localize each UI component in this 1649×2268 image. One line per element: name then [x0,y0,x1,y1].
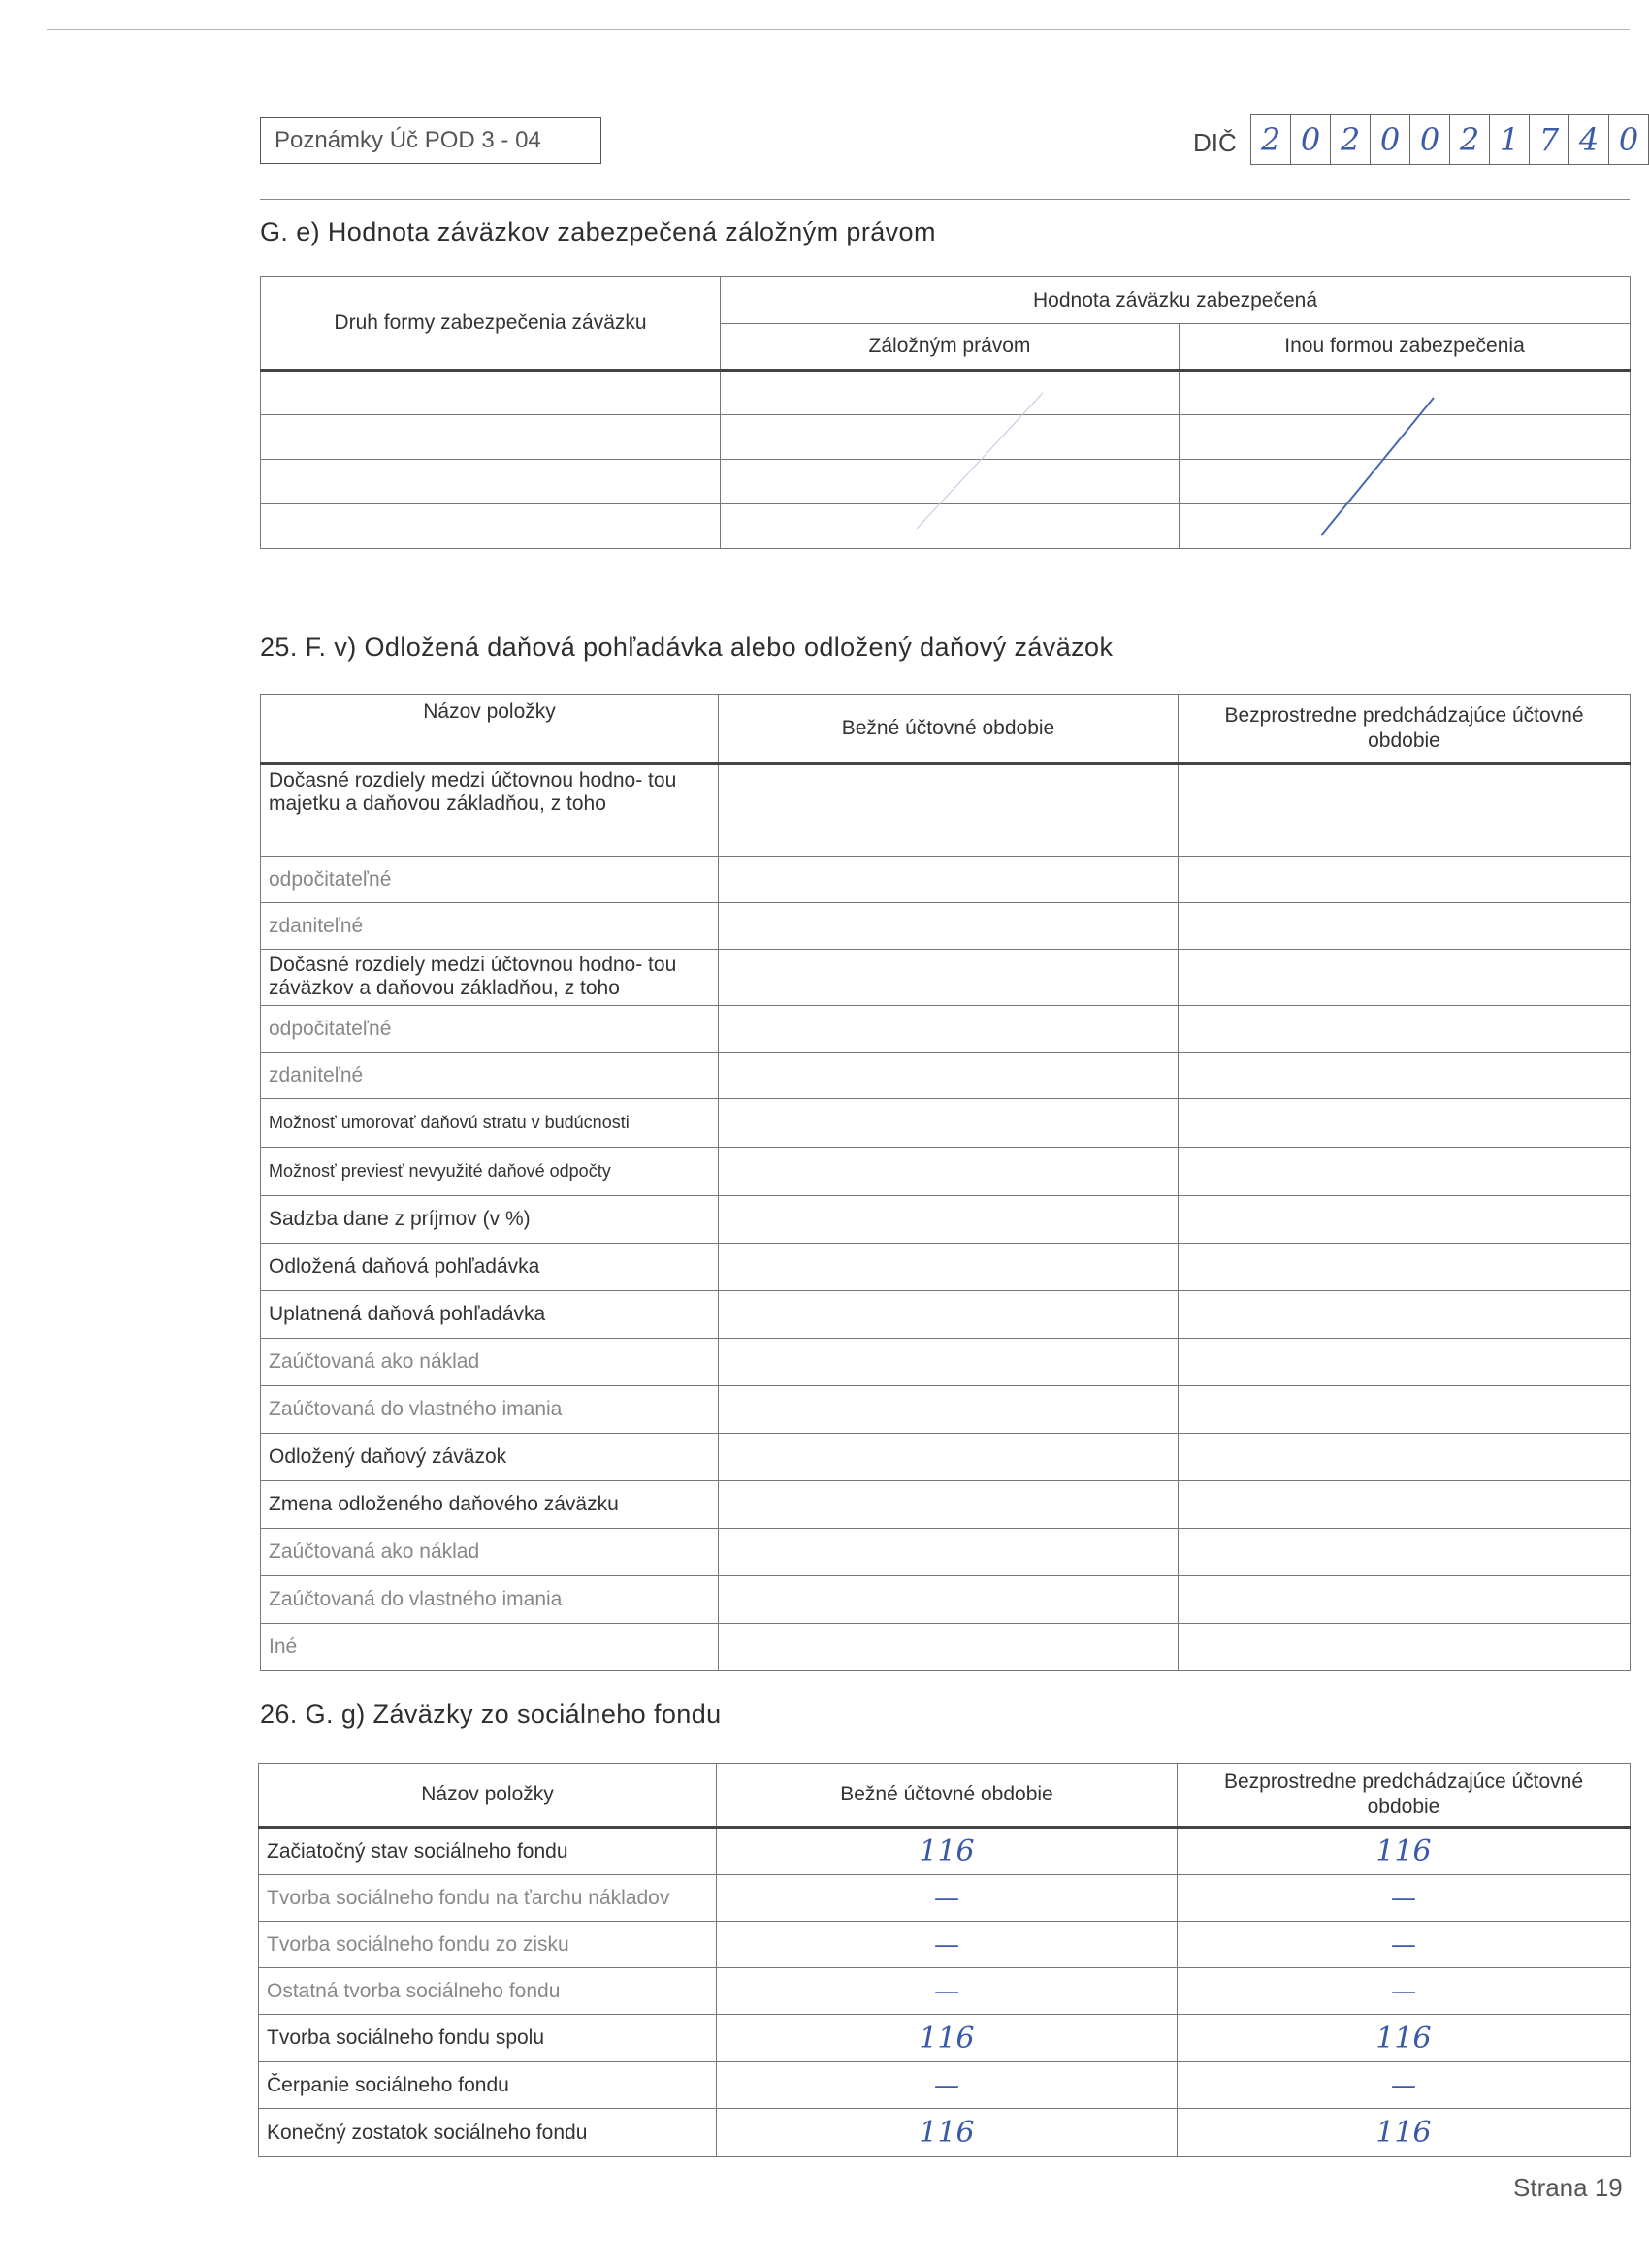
table-26 [258,1763,1631,2157]
dic-digit: 4 [1569,114,1609,165]
col-druh: Druh formy zabezpečenia záväzku [261,277,721,371]
value-predch: 116 [1178,2015,1631,2062]
row-label: Odložená daňová pohľadávka [261,1244,719,1291]
row-label: Iné [261,1624,719,1671]
table-row [259,1922,1631,1968]
row-label: Tvorba sociálneho fondu spolu [259,2015,717,2062]
col-zalozne: Záložným právom [721,324,1180,371]
section-25-title: 25. F. v) Odložená daňová pohľadávka alebo odložený daňový záväzok [260,632,1114,662]
section-rule [260,199,1630,200]
value-bezne: — [717,1922,1178,1968]
table-row [261,1099,1631,1148]
dic-digit: 7 [1530,114,1569,165]
table-row [261,1576,1631,1624]
table-row [261,460,1631,504]
row-label: Zaúčtovaná do vlastného imania [261,1576,719,1624]
dic-digit: 0 [1371,114,1410,165]
table-25 [260,694,1631,1671]
value-bezne: 116 [717,2109,1178,2157]
row-label: Zaúčtovaná do vlastného imania [261,1386,719,1434]
row-label: Dočasné rozdiely medzi účtovnou hodno- tou majetku a daňovou základňou, z toho [261,764,719,857]
row-label: odpočitateľné [261,857,719,903]
col-inou: Inou formou zabezpečenia [1180,324,1631,371]
value-bezne: 116 [717,1828,1178,1875]
table-row [261,1244,1631,1291]
table-row [261,1481,1631,1529]
table-row [259,2062,1631,2109]
table-row [261,1434,1631,1481]
table-row [261,1148,1631,1196]
row-label: Zmena odloženého daňového záväzku [261,1481,719,1529]
col-nazov: Názov položky [261,695,719,764]
value-predch: 116 [1178,2109,1631,2157]
table-row [261,764,1631,857]
dic-label: DIČ [1193,128,1237,157]
row-label: Uplatnená daňová pohľadávka [261,1291,719,1339]
row-label: Začiatočný stav sociálneho fondu [259,1828,717,1875]
table-row [259,2109,1631,2157]
row-label: Zaúčtovaná ako náklad [261,1339,719,1386]
table-row [261,504,1631,549]
value-bezne: — [717,1968,1178,2015]
col-predch: Bezprostredne predchádzajúce účtovné obdobie [1178,1764,1631,1828]
row-label: Dočasné rozdiely medzi účtovnou hodno- tou záväzkov a daňovou základňou, z toho [261,950,719,1006]
dic-digit: 0 [1609,114,1649,165]
row-label: Tvorba sociálneho fondu zo zisku [259,1922,717,1968]
table-row [261,1196,1631,1244]
table-row [261,415,1631,460]
col-bezne: Bežné účtovné obdobie [717,1764,1178,1828]
table-row [261,1339,1631,1386]
col-nazov: Názov položky [259,1764,717,1828]
table-row [261,1386,1631,1434]
dic-digit: 0 [1291,114,1331,165]
top-rule [47,29,1630,30]
section-26-title: 26. G. g) Záväzky zo sociálneho fondu [260,1700,722,1729]
value-predch: — [1178,1922,1631,1968]
table-row [261,371,1631,415]
table-row [261,1529,1631,1576]
row-label: Možnosť previesť nevyužité daňové odpočty [261,1148,719,1196]
dic-digit: 2 [1450,114,1490,165]
value-bezne: — [717,1875,1178,1922]
dic-digit: 0 [1410,114,1450,165]
col-bezne: Bežné účtovné obdobie [719,695,1179,764]
table-row [261,1291,1631,1339]
row-label: odpočitateľné [261,1006,719,1053]
col-predch: Bezprostredne predchádzajúce účtovné obdobie [1179,695,1631,764]
row-label: Možnosť umorovať daňovú stratu v budúcnosti [261,1099,719,1148]
value-predch: — [1178,1968,1631,2015]
table-row [259,1875,1631,1922]
form-label: Poznámky Úč POD 3 - 04 [260,117,601,164]
row-label: Ostatná tvorba sociálneho fondu [259,1968,717,2015]
table-row [259,1968,1631,2015]
row-label: zdaniteľné [261,903,719,950]
section-ge-title: G. e) Hodnota záväzkov zabezpečená záložným právom [260,217,936,246]
row-label: zdaniteľné [261,1053,719,1099]
value-predch: — [1178,1875,1631,1922]
page-number: Strana 19 [1513,2173,1623,2202]
value-predch: — [1178,2062,1631,2109]
value-bezne: 116 [717,2015,1178,2062]
dic-digit: 2 [1331,114,1371,165]
row-label: Konečný zostatok sociálneho fondu [259,2109,717,2157]
table-row [259,2015,1631,2062]
table-row [261,1053,1631,1099]
table-row [261,1006,1631,1053]
table-ge [260,276,1631,549]
row-label: Čerpanie sociálneho fondu [259,2062,717,2109]
row-label: Zaúčtovaná ako náklad [261,1529,719,1576]
dic-boxes [1250,114,1649,165]
value-bezne: — [717,2062,1178,2109]
table-row [261,950,1631,1006]
table-row [259,1828,1631,1875]
col-group: Hodnota záväzku zabezpečená [721,277,1631,324]
row-label: Odložený daňový záväzok [261,1434,719,1481]
table-row [261,903,1631,950]
dic-digit: 2 [1251,114,1291,165]
row-label: Tvorba sociálneho fondu na ťarchu nákladov [259,1875,717,1922]
value-predch: 116 [1178,1828,1631,1875]
table-row [261,857,1631,903]
row-label: Sadzba dane z príjmov (v %) [261,1196,719,1244]
table-row [261,1624,1631,1671]
dic-digit: 1 [1490,114,1530,165]
